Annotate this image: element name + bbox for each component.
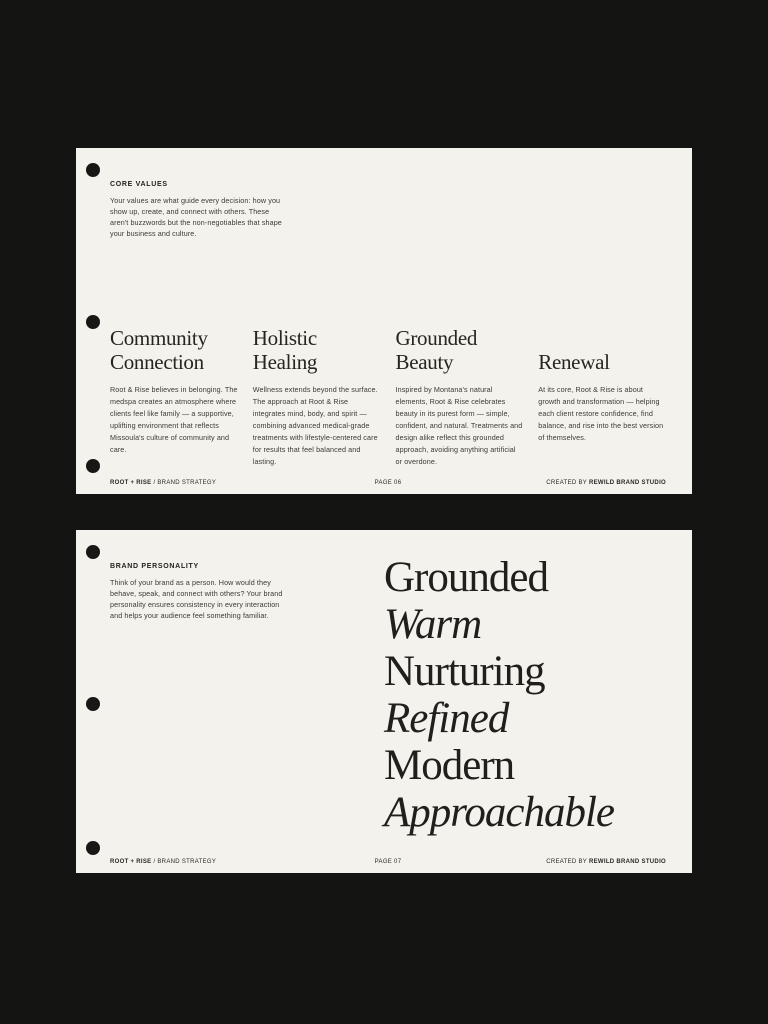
trait-word: Refined xyxy=(384,695,509,742)
trait-word: Modern xyxy=(384,742,515,789)
page-number: PAGE 07 xyxy=(374,859,402,865)
punch-hole-dot xyxy=(86,163,100,177)
value-title: Community Connection xyxy=(110,326,208,374)
trait-word: Warm xyxy=(384,601,482,648)
section-eyebrow: BRAND PERSONALITY xyxy=(110,563,199,570)
punch-hole-dot xyxy=(86,459,100,473)
footer-brand-line xyxy=(110,859,216,865)
value-body: Inspired by Montana's natural elements, Root & Rise celebrates beauty in its purest form — simple, confident, and natural. Treatments and design alike reflect this grounded approach, avoiding anything artificial or overdone. xyxy=(395,385,523,466)
slide-header xyxy=(110,563,288,621)
punch-hole-dot xyxy=(86,697,100,711)
footer-credit xyxy=(546,859,666,865)
footer-brand-line xyxy=(110,480,216,486)
section-intro: Think of your brand as a person. How would they behave, speak, and connect with others? Your brand personality ensures consistency in every interaction and helps your audience feel something familiar. xyxy=(110,578,283,620)
punch-hole-dot xyxy=(86,841,100,855)
footer-doc-title: / BRAND STRATEGY xyxy=(151,859,217,865)
value-column xyxy=(396,322,524,468)
value-column xyxy=(538,322,666,468)
slide-header xyxy=(110,181,288,239)
footer-doc-title: / BRAND STRATEGY xyxy=(151,480,217,486)
slide-footer xyxy=(110,857,666,865)
page-number: PAGE 06 xyxy=(374,480,402,486)
slide-brand-personality xyxy=(76,530,692,873)
core-values-columns xyxy=(110,322,666,468)
value-title: Grounded Beauty xyxy=(395,326,478,374)
trait-word: Grounded xyxy=(384,554,548,601)
value-body: At its core, Root & Rise is about growth and transformation — helping each client restore confidence, find balance, and rise into the best version of themselves. xyxy=(538,385,664,442)
slide-footer xyxy=(110,478,666,486)
trait-word: Nurturing xyxy=(384,648,545,695)
value-column xyxy=(253,322,381,468)
value-body: Wellness extends beyond the surface. The approach at Root & Rise integrates mind, body, and spirit — combining advanced medical-grade treatments with lifestyle-centered care for results that feel balanced and lasting. xyxy=(252,385,378,466)
footer-credit-brand: REWILD BRAND STUDIO xyxy=(588,859,666,865)
footer-brand: ROOT + RISE xyxy=(110,480,152,486)
section-eyebrow: CORE VALUES xyxy=(110,181,168,188)
footer-credit xyxy=(546,480,666,486)
value-title: Renewal xyxy=(538,350,610,374)
personality-traits-list xyxy=(384,554,614,836)
footer-brand: ROOT + RISE xyxy=(110,859,152,865)
trait-word: Approachable xyxy=(384,789,615,836)
value-body: Root & Rise believes in belonging. The medspa creates an atmosphere where clients feel like family — a supportive, uplifting environment that reflects Missoula's culture of community and care. xyxy=(110,385,238,454)
footer-credit-prefix: CREATED BY xyxy=(546,859,589,865)
punch-hole-dot xyxy=(86,545,100,559)
punch-hole-dot xyxy=(86,315,100,329)
slide-core-values xyxy=(76,148,692,494)
footer-credit-brand: REWILD BRAND STUDIO xyxy=(588,480,666,486)
section-intro: Your values are what guide every decision: how you show up, create, and connect with others. These aren't buzzwords but the non-negotiables that shape your business and culture. xyxy=(110,196,282,238)
footer-credit-prefix: CREATED BY xyxy=(546,480,589,486)
value-title: Holistic Healing xyxy=(252,326,318,374)
value-column xyxy=(110,322,238,468)
